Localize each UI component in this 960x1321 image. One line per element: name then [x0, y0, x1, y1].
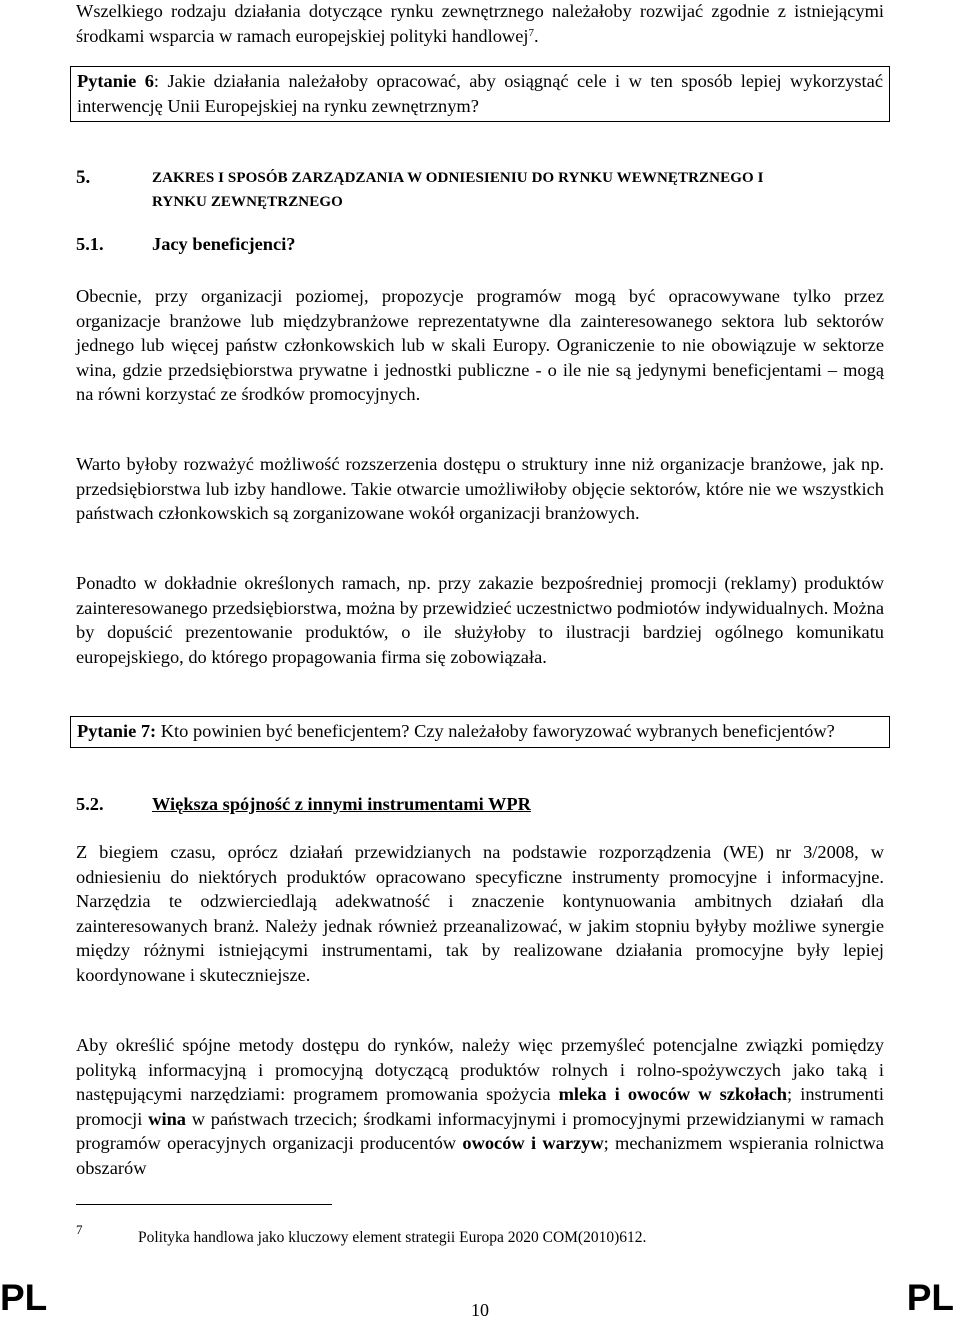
language-code-right: PL [906, 1277, 954, 1318]
paragraph-beneficiaries-current: Obecnie, przy organizacji poziomej, propozycje programów mogą być opracowywane tylko przez organizacje branżowe lub międzybranżowe reprezentatywne dla zainteresowanego sektora lub sektorów jednego lub więcej państw członkowskich lub w skali Europy. Ograniczenie to nie obowiązuje w sektorze wina, gdzie przedsiębiorstwa prywatne i jednostki publiczne - o ile nie są jedynymi beneficjentami – mogą na równi korzystać ze środków promocyjnych. [76, 286, 884, 404]
question-6-label: Pytanie 6 [77, 71, 154, 91]
paragraph-individual-participants: Ponadto w dokładnie określonych ramach, np. przy zakazie bezpośredniej promocji (reklamy) produktów zainteresowanego przedsiębiorstwa, można by przewidzieć uczestnictwo podmiotów indywidualnych. Można by dopuścić prezentowanie produktów, o ile służyłoby to ilustracji bardziej ogólnego komunikatu europejskiego, do którego propagowania firma się zobowiązała. [76, 573, 884, 667]
paragraph-beneficiaries-extension: Warto byłoby rozważyć możliwość rozszerzenia dostępu o struktury inne niż organizacje branżowe, jak np. przedsiębiorstwa lub izby handlowe. Takie otwarcie umożliwiłoby objęcie sektorów, które nie we wszystkich państwach członkowskich są zorganizowane wokół organizacji branżowych. [76, 454, 884, 523]
paragraph-market-access: Aby określić spójne metody dostępu do rynków, należy więc przemyśleć potencjalne związki pomiędzy polityką informacyjną i promocyjną dotyczącą produktów rolnych i rolno-spożywczych jako taką i następującymi narzędziami: programem promowania spożycia mleka i owoców w szkołach; instrumenti promocji wina w państwach trzecich; środkami informacyjnymi i promocyjnymi przewidzianymi w ramach programów operacyjnych organizacji producentów owoców i warzyw; mechanizmem wspierania rolnictwa obszarów [76, 1035, 885, 1178]
question-6-box [70, 66, 890, 122]
language-code-left: PL [0, 1277, 48, 1318]
section-5-number: 5. [76, 167, 91, 188]
footnote-separator [76, 1204, 332, 1205]
section-5-2-title: Większa spójność z innymi instrumentami WPR [152, 794, 531, 814]
section-5-1-title: Jacy beneficjenci? [152, 234, 296, 254]
section-5-2-number: 5.2. [76, 794, 104, 814]
question-7-label: Pytanie 7: [77, 721, 157, 741]
footnote-mark: 7 [76, 1222, 83, 1237]
page-number: 10 [471, 1300, 489, 1320]
question-7-box [70, 716, 890, 748]
section-5-1-number: 5.1. [76, 234, 104, 254]
question-7-text: Kto powinien być beneficjentem? Czy należałoby faworyzować wybranych beneficjentów? [156, 721, 835, 741]
footnote-text: Polityka handlowa jako kluczowy element strategii Europa 2020 COM(2010)612. [138, 1229, 647, 1246]
section-5-title-line1: ZAKRES I SPOSÓB ZARZĄDZANIA W ODNIESIENIU DO RYNKU WEWNĘTRZNEGO I [152, 170, 764, 186]
paragraph-cap-instruments: Z biegiem czasu, oprócz działań przewidzianych na podstawie rozporządzenia (WE) nr 3/2008, w odniesieniu do niektórych produktów opracowano specyficzne instrumenty promocyjne i informacyjne. Narzędzia te odzwierciedlają adekwatność i znaczenie kontynuowania ambitnych działań dla zainteresowanych branż. Należy jednak również przeanalizować, w jakim stopniu byłyby możliwe synergie między różnymi istniejącymi instrumentami, tak by realizowane działania promocyjne były lepiej koordynowane i skuteczniejsze. [76, 842, 884, 985]
question-6-text: : Jakie działania należałoby opracować, aby osiągnąć cele i w ten sposób lepiej wykorzystać interwencję Unii Europejskiej na rynku zewnętrznym? [77, 71, 883, 116]
footnote-ref[interactable]: 7 [528, 26, 534, 39]
section-5-title-line2: RYNKU ZEWNĘTRZNEGO [152, 194, 343, 210]
paragraph-trade-policy: Wszelkiego rodzaju działania dotyczące rynku zewnętrznego należałoby rozwijać zgodnie z istniejącymi środkami wsparcia w ramach europejskiej polityki handlowej$^7$. [76, 1, 884, 46]
